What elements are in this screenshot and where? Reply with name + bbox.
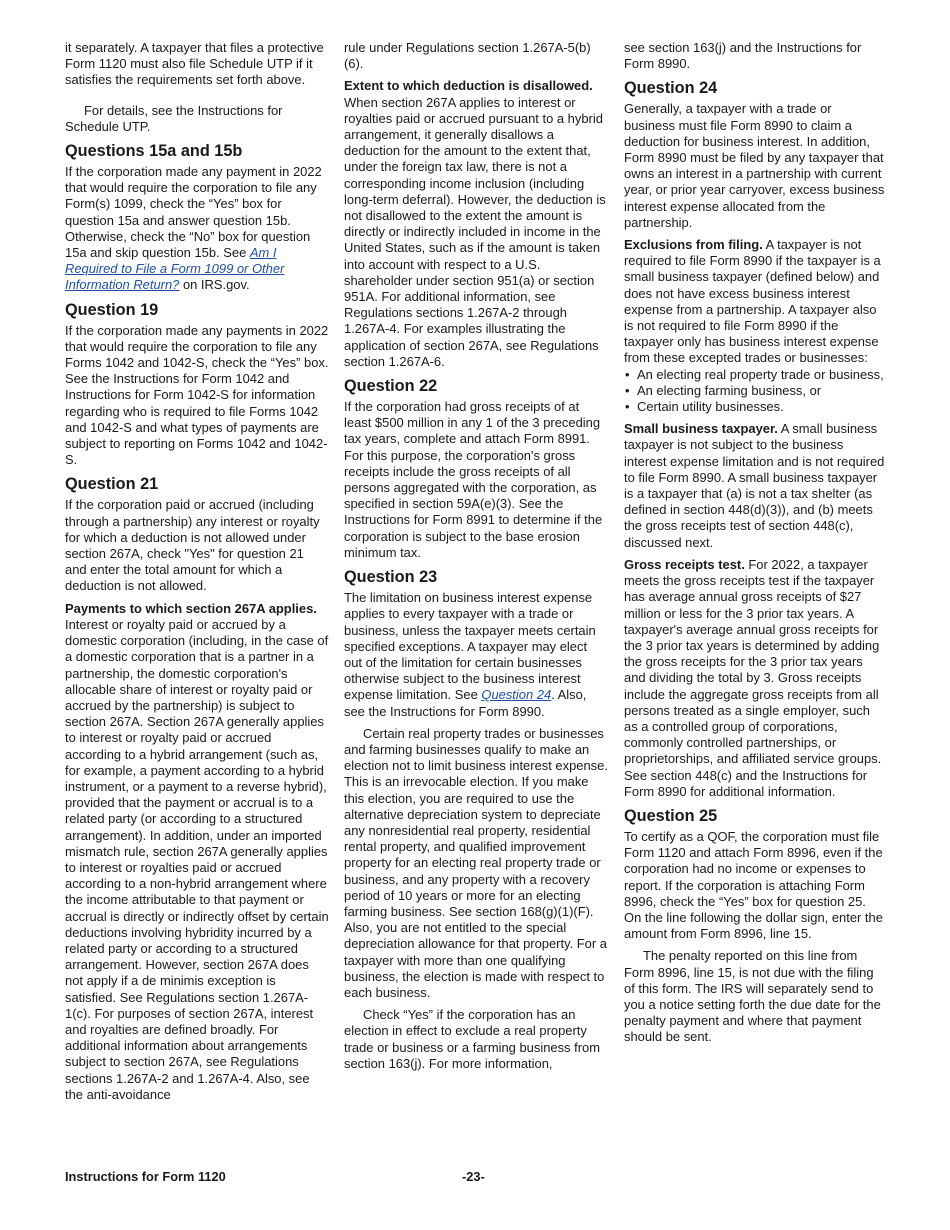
bullet-icon: • bbox=[625, 366, 630, 382]
heading-question-19: Question 19 bbox=[65, 300, 159, 319]
paragraph-question-24: Generally, a taxpayer with a trade or business must file Form 8990 to claim a deduction for business interest. In addition, Form 8990 must be filed by any taxpayer that owns an interest in a partnership with current year, or prior year carryover, excess business interest expense allocated from the partnership. bbox=[624, 101, 885, 230]
heading-question-24: Question 24 bbox=[624, 79, 718, 98]
paragraph-payments-267a bbox=[65, 601, 329, 1103]
column-2 bbox=[344, 40, 608, 1078]
paragraph-question-25-penalty: The penalty reported on this line from Form 8996, line 15, is not due with the filing of this form. The IRS will separately send to you a notice setting forth the due date for the penalty payment and where that payment should be sent. bbox=[624, 948, 881, 1045]
paragraph-questions-15a-15b bbox=[65, 164, 329, 294]
list-item-text: An electing farming business, or bbox=[637, 382, 822, 398]
footer-form-title: Instructions for Form 1120 bbox=[65, 1169, 226, 1184]
paragraph-continued: it separately. A taxpayer that files a protective Form 1120 must also file Schedule UTP if it satisfies the requirements set forth above. bbox=[65, 40, 324, 88]
heading-question-21: Question 21 bbox=[65, 475, 159, 494]
lead-payments-267a: Payments to which section 267A applies. bbox=[65, 600, 317, 616]
paragraph-question-25: To certify as a QOF, the corporation must file Form 1120 and attach Form 8996, even if the corporation had no income or expenses to report. If the corporation is attaching Form 8996, check the “Yes” box for question 25. On the line following the dollar sign, enter the amount from Form 8996, line 15. bbox=[624, 828, 883, 942]
excepted-businesses-list bbox=[624, 367, 886, 416]
text-exclusions-from-filing: A taxpayer is not required to file Form 8990 if the taxpayer is a small business taxpayer (defined below) and does not have excess business interest expense from a partnership. A taxpayer also is not required to file Form 8990 if the taxpayer only has business interest expense from these excepted trades or businesses: bbox=[624, 237, 881, 366]
heading-question-23: Question 23 bbox=[344, 568, 438, 587]
text-q23-part2: . Also, see the Instructions for Form 8990. bbox=[344, 687, 587, 719]
list-item bbox=[624, 367, 886, 383]
paragraph-question-19: If the corporation made any payments in 2022 that would require the corporation to file any Forms 1042 and 1042-S, check the “Yes” box. See the Instructions for Form 1042 and Instructions for Form 1042-S for information regarding who is required to file Forms 1042 and 1042-S and what types of payments are subject to reporting on Forms 1042 and 1042-S. bbox=[65, 322, 329, 468]
list-item bbox=[624, 399, 886, 415]
lead-exclusions-from-filing: Exclusions from filing. bbox=[624, 237, 763, 253]
paragraph-small-business-taxpayer bbox=[624, 421, 886, 551]
list-item-text: Certain utility businesses. bbox=[637, 399, 784, 415]
lead-gross-receipts-test: Gross receipts test. bbox=[624, 556, 745, 572]
column-1 bbox=[65, 40, 329, 1109]
paragraph-gross-receipts-test bbox=[624, 557, 886, 800]
bullet-icon: • bbox=[625, 382, 630, 398]
paragraph-question-22: If the corporation had gross receipts of at least $500 million in any 1 of the 3 preceding tax years, complete and attach Form 8991. For this purpose, the corporation's gross receipts include the gross receipts of all persons aggregated with the corporation, as specified in section 59A(e)(3). See the Instructions for Form 8991 to determine if the corporation is subject to the base erosion minimum tax. bbox=[344, 399, 603, 560]
text-gross-receipts-test: For 2022, a taxpayer meets the gross receipts test if the taxpayer has average annual gross receipts of $27 million or less for the 3 prior tax years. A taxpayer's average annual gross receipts for the 3 prior tax years is determined by adding the gross receipts for the 3 prior tax years and dividing the total by 3. Gross receipts include the aggregate gross receipts from all persons treated as a single employer, such as a controlled group of corporations, commonly controlled partnerships, or proprietorships, and affiliated service groups. See section 448(c) and the Instructions for Form 8990 for additional information. bbox=[624, 556, 882, 799]
link-form-1099-required[interactable]: Am I Required to File a Form 1099 or Other Information Return? bbox=[65, 245, 285, 293]
paragraph-continued: rule under Regulations section 1.267A-5(b)(6). bbox=[344, 40, 591, 72]
text-small-business-taxpayer: A small business taxpayer is not subject to the business interest expense limitation and is not required to file Form 8990. A small business taxpayer is a taxpayer that (a) is not a tax shelter (as defined in section 448(d)(3)), and (b) meets the gross receipts test of section 448(c), discussed next. bbox=[624, 421, 885, 550]
paragraph-question-23 bbox=[344, 590, 608, 720]
paragraph-question-23-check: Check “Yes” if the corporation has an election in effect to exclude a real property trade or business or a farming business from section 163(j). For more information, bbox=[344, 1007, 600, 1071]
heading-question-25: Question 25 bbox=[624, 806, 718, 825]
column-3 bbox=[624, 40, 886, 1052]
paragraph-question-23-election: Certain real property trades or businesses and farming businesses qualify to make an election not to limit business interest expense. This is an irrevocable election. If you make this election, you are required to use the alternative depreciation system to depreciate any nonresidential real property, residential rental property, and qualified improvement property for an electing real property trade or business, and any property with a recovery period of 10 years or more for an electing farming business. See section 168(g)(1)(F). Also, you are not entitled to the special depreciation allowance for that property. For a taxpayer with more than one qualifying business, the election is made with respect to each business. bbox=[344, 725, 608, 1000]
text-extent-disallowed: When section 267A applies to interest or royalties paid or accrued pursuant to a hybrid arrangement, it generally disallows a deduction for the amount to the extent that, under the foreign tax law, there is not a corresponding income inclusion (including long-term deferral). However, the deduction is not disallowed to the extent the amount is directly or indirectly included in income in the United States, such as if the amount is taken into account with respect to a U.S. shareholder under section 951(a) or section 951A. For additional information, see Regulations sections 1.267A-2 through 1.267A-4. For examples illustrating the application of section 267A, see Regulations section 1.267A-6. bbox=[344, 94, 606, 369]
lead-extent-disallowed: Extent to which deduction is disallowed. bbox=[344, 78, 593, 94]
lead-small-business-taxpayer: Small business taxpayer. bbox=[624, 421, 778, 437]
bullet-icon: • bbox=[625, 399, 630, 415]
paragraph-continued: see section 163(j) and the Instructions for Form 8990. bbox=[624, 40, 862, 72]
text-q15-part2: on IRS.gov. bbox=[179, 277, 250, 293]
paragraph-schedule-utp-details: For details, see the Instructions for Schedule UTP. bbox=[65, 102, 283, 134]
page-number: -23- bbox=[462, 1169, 485, 1184]
paragraph-extent-disallowed bbox=[344, 78, 608, 370]
text-payments-267a: Interest or royalty paid or accrued by a domestic corporation (including, in the case of a domestic corporation that is a partner in a partnership, the domestic corporation's allocable share of interest or royalty paid or accrued by the partnership) is subject to section 267A. Section 267A generally applies to interest or royalty paid or accrued according to a hybrid arrangement (such as, for example, a payment according to a hybrid instrument, or a payment to a reverse hybrid), provided that the payment or accrual is to a related party (or according to a structured arrangement). In addition, under an imported mismatch rule, section 267A generally applies to interest or royalties paid or accrued according to a non-hybrid arrangement where the income attributable to that payment or accrual is directly or indirectly offset by certain deductions involving hybridity incurred by a related party or according to a structured arrangement. However, section 267A does not apply if a de minimis exception is satisfied. See Regulations section 1.267A-1(c). For purposes of section 267A, interest and royalties are defined broadly. For additional information about arrangements subject to section 267A, see Regulations sections 1.267A-2 and 1.267A-4. Also, see the anti-avoidance bbox=[65, 616, 329, 1102]
heading-questions-15a-15b: Questions 15a and 15b bbox=[65, 142, 243, 161]
list-item-text: An electing real property trade or business, bbox=[637, 366, 884, 382]
list-item bbox=[624, 383, 886, 399]
heading-question-22: Question 22 bbox=[344, 377, 438, 396]
paragraph-question-21: If the corporation paid or accrued (including through a partnership) any interest or royalty for which a deduction is not allowed under section 267A, check "Yes" for question 21 and enter the total amount for which a deduction is not allowed. bbox=[65, 497, 320, 594]
paragraph-exclusions-from-filing bbox=[624, 237, 886, 367]
text-q15-part1: If the corporation made any payment in 2022 that would require the corporation to file any Form(s) 1099, check the “Yes” box for question 15a and answer question 15b. Otherwise, check the “No” box for question 15a and skip question 15b. See bbox=[65, 164, 322, 261]
link-question-24[interactable]: Question 24 bbox=[481, 687, 552, 703]
text-q23-part1: The limitation on business interest expense applies to every taxpayer with a trade or business, unless the taxpayer meets certain specified exceptions. A taxpayer may elect out of the limitation for certain businesses otherwise subject to the business interest expense limitation. See bbox=[344, 590, 596, 703]
